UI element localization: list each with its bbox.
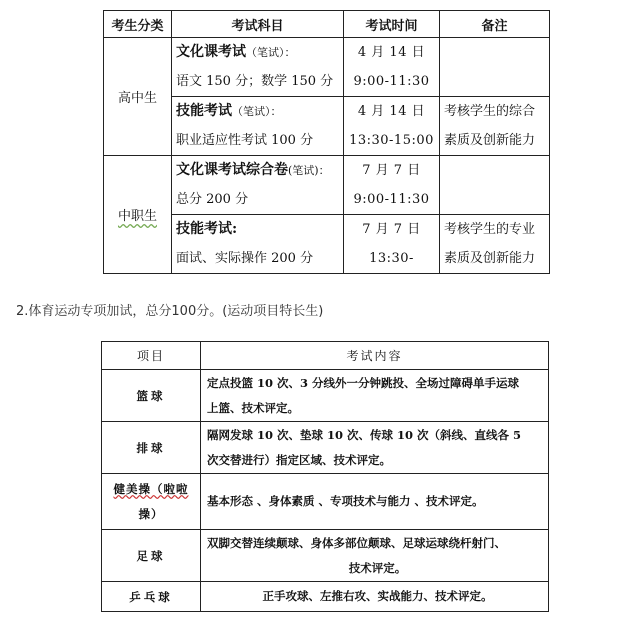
header-content: 考试内容	[201, 342, 549, 370]
table-row	[102, 370, 549, 422]
remark-cell	[440, 97, 550, 156]
exam-date: 7 月 7 日	[362, 163, 421, 178]
section-caption: 2.体育运动专项加试，总分100分。(运动项目特长生)	[16, 304, 324, 319]
subject-note: （笔试）：	[246, 46, 296, 59]
subject-detail: 语文 150 分；数学 150 分	[176, 74, 334, 89]
table-row	[102, 582, 549, 612]
subject-note: (笔试)：	[288, 164, 330, 177]
content-line: 双脚交替连续颠球、身体多部位颠球、足球运球绕杆射门、	[207, 535, 506, 550]
header-time: 考试时间	[344, 11, 440, 38]
time-cell	[344, 156, 440, 215]
subject-detail: 总分 200 分	[176, 192, 249, 207]
content-line: 正手攻球、左推右攻、实战能力、技术评定。	[262, 589, 493, 603]
sport-volleyball: 排球	[102, 422, 201, 474]
time-cell	[344, 38, 440, 97]
time-cell	[344, 215, 440, 274]
remark-cell	[440, 38, 550, 97]
subject-detail: 面试、实际操作 200 分	[176, 251, 314, 266]
subject-note: （笔试）：	[232, 105, 282, 118]
content-cell	[201, 370, 549, 422]
table-header-row	[104, 11, 550, 38]
subject-detail: 职业适应性考试 100 分	[176, 133, 314, 148]
subject-cell	[172, 97, 344, 156]
content-line: 基本形态 、身体素质 、专项技术与能力 、技术评定。	[207, 494, 484, 508]
exam-time: 13:30-	[369, 251, 414, 266]
remark-line: 考核学生的综合	[444, 104, 536, 119]
remark-line: 素质及创新能力	[444, 133, 536, 148]
subject-cell	[172, 156, 344, 215]
time-cell	[344, 97, 440, 156]
category-vocational: 中职生	[104, 156, 172, 274]
content-line: 定点投篮 10 次、3 分线外一分钟跳投、全场过障碍单手运球	[207, 375, 520, 390]
remark-line: 素质及创新能力	[444, 251, 536, 266]
subject-title: 技能考试	[176, 103, 232, 119]
content-cell	[201, 422, 549, 474]
remark-cell	[440, 156, 550, 215]
header-remark: 备注	[440, 11, 550, 38]
subject-cell	[172, 215, 344, 274]
content-line: 隔网发球 10 次、垫球 10 次、传球 10 次（斜线、直线各 5	[207, 427, 522, 442]
content-cell	[201, 582, 549, 612]
subject-title: 文化课考试综合卷	[176, 162, 288, 178]
exam-time: 13:30-15:00	[349, 133, 434, 148]
table-row	[102, 474, 549, 530]
table-header-row	[102, 342, 549, 370]
table-row	[102, 422, 549, 474]
exam-time: 9:00-11:30	[353, 74, 430, 89]
table-row	[104, 38, 550, 97]
content-cell	[201, 474, 549, 530]
remark-line: 考核学生的专业	[444, 222, 536, 237]
content-line: 技术评定。	[348, 560, 407, 575]
sport-table-tennis: 乒乓球	[102, 582, 201, 612]
header-subject: 考试科目	[172, 11, 344, 38]
subject-cell	[172, 38, 344, 97]
exam-time: 9:00-11:30	[353, 192, 430, 207]
exam-date: 7 月 7 日	[362, 222, 421, 237]
sport-basketball: 篮球	[102, 370, 201, 422]
content-line: 次交替进行）指定区域、技术评定。	[207, 452, 391, 467]
header-sport: 项目	[102, 342, 201, 370]
subject-title: 技能考试:	[176, 221, 238, 237]
category-high-school: 高中生	[104, 38, 172, 156]
content-line: 上篮、技术评定。	[207, 400, 299, 415]
remark-cell	[440, 215, 550, 274]
sport-aerobics: 健美操（啦啦 操）	[102, 474, 201, 530]
table-row	[104, 156, 550, 215]
exam-date: 4 月 14 日	[357, 45, 426, 60]
sport-football: 足球	[102, 530, 201, 582]
table-row	[102, 530, 549, 582]
subject-title: 文化课考试	[176, 44, 246, 60]
content-cell	[201, 530, 549, 582]
sports-test-table	[101, 341, 549, 612]
header-category: 考生分类	[104, 11, 172, 38]
exam-schedule-table	[103, 10, 550, 274]
exam-date: 4 月 14 日	[357, 104, 426, 119]
